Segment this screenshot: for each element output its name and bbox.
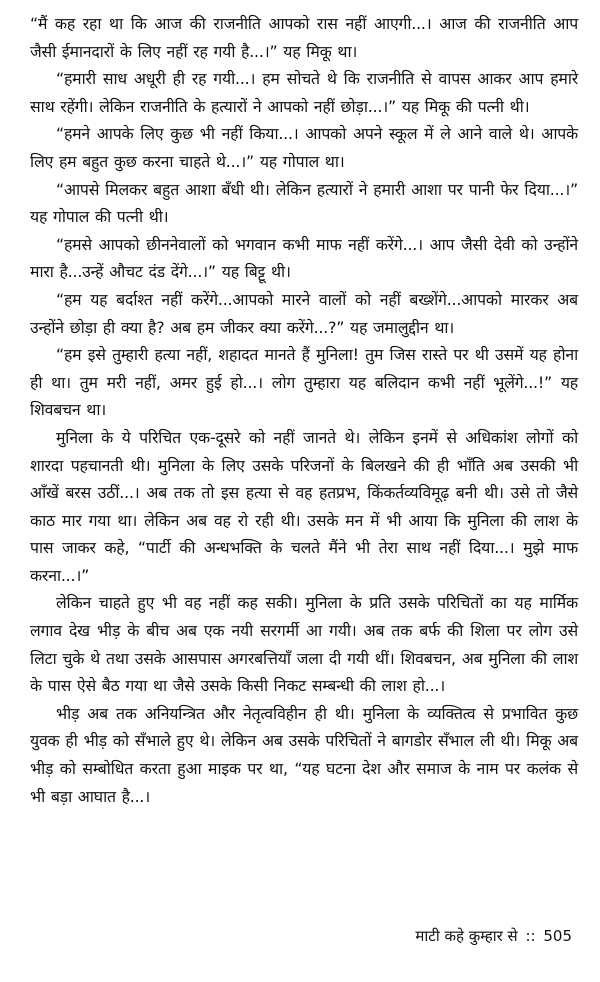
running-title: माटी कहे कुम्हार से <box>415 927 518 945</box>
paragraph-3: “हमने आपके लिए कुछ भी नहीं किया...। आपको अपने स्कूल में ले आने वाले थे। आपके लिए हम बहुत कुछ करना चाहते थे...।” यह गोपाल था। <box>30 124 578 171</box>
paragraph-10: भीड़ अब तक अनियन्त्रित और नेतृत्वविहीन ही थी। मुनिला के व्यक्तित्व से प्रभावित कुछ युवक ही भीड़ को सँभाले हुए थे। लेकिन अब उसके परिचितों ने बागडोर सँभाल ली थी। मिकू अब भीड़ को सम्बोधित करता हुआ माइक पर था, “यह घटना देश और समाज के नाम पर कलंक से भी बड़ा आघात है...। <box>30 703 578 806</box>
paragraph-5: “हमसे आपको छीननेवालों को भगवान कभी माफ नहीं करेंगे...। आप जैसी देवी को उन्होंने मारा है...उन्हें औचट दंड देंगे...।” यह बिट्टू थी। <box>30 234 578 282</box>
paragraph-9: लेकिन चाहते हुए भी वह नहीं कह सकी। मुनिला के प्रति उसके परिचितों का यह मार्मिक लगाव देख भीड़ के बीच अब एक नयी सरगर्मी आ गयी। अब तक बर्फ की शिला पर लोग उसे लिटा चुके थे तथा उसके आसपास अगरबत्तियाँ जला दी गयी थीं। शिवबचन, अब मुनिला की लाश के पास ऐसे बैठ गया था जैसे उसके किसी निकट सम्बन्धी की लाश हो...। <box>30 593 578 696</box>
paragraph-4: “आपसे मिलकर बहुत आशा बँधी थी। लेकिन हत्यारों ने हमारी आशा पर पानी फेर दिया...।” यह गोपाल की पत्नी थी। <box>30 179 578 227</box>
page-footer <box>415 925 572 947</box>
footer-separator: :: <box>525 927 536 945</box>
page-number: 505 <box>543 927 572 945</box>
paragraph-2: “हमारी साध अधूरी ही रह गयी...। हम सोचते थे कि राजनीति से वापस आकर आप हमारे साथ रहेंगी। लेकिन राजनीति के हत्यारों ने आपको नहीं छोड़ा...।” यह मिकू की पत्नी थी। <box>30 69 578 116</box>
paragraph-8: मुनिला के ये परिचित एक-दूसरे को नहीं जानते थे। लेकिन इनमें से अधिकांश लोगों को शारदा पहचानती थी। मुनिला के लिए उसके परिजनों के बिलखने की ही भाँति अब उसकी भी आँखें बरस उठीं...। अब तक तो इस हत्या से वह हतप्रभ, किंकर्तव्यविमूढ़ बनी थी। उसे तो जैसे काठ मार गया था। लेकिन अब वह रो रही थी। उसके मन में भी आया कि मुनिला की लाश के पास जाकर कहे, “पार्टी की अन्धभक्ति के चलते मैंने भी तेरा साथ नहीं दिया...। मुझे माफ करना...।” <box>30 427 578 585</box>
page-body <box>30 10 578 810</box>
paragraph-1: “मैं कह रहा था कि आज की राजनीति आपको रास नहीं आएगी...। आज की राजनीति आप जैसी ईमानदारों के लिए नहीं रह गयी है...।” यह मिकू था। <box>30 14 578 61</box>
paragraph-7: “हम इसे तुम्हारी हत्या नहीं, शहादत मानते हैं मुनिला! तुम जिस रास्ते पर थी उसमें यह होना ही था। तुम मरी नहीं, अमर हुई हो...। लोग तुम्हारा यह बलिदान कभी नहीं भूलेंगे...!” यह शिवबचन था। <box>30 345 578 420</box>
paragraph-6: “हम यह बर्दाश्त नहीं करेंगे...आपको मारने वालों को नहीं बख्शेंगे...आपको मारकर अब उन्होंने छोड़ा ही क्या है? अब हम जीकर क्या करेंगे...?” यह जमालुद्दीन था। <box>30 289 578 337</box>
